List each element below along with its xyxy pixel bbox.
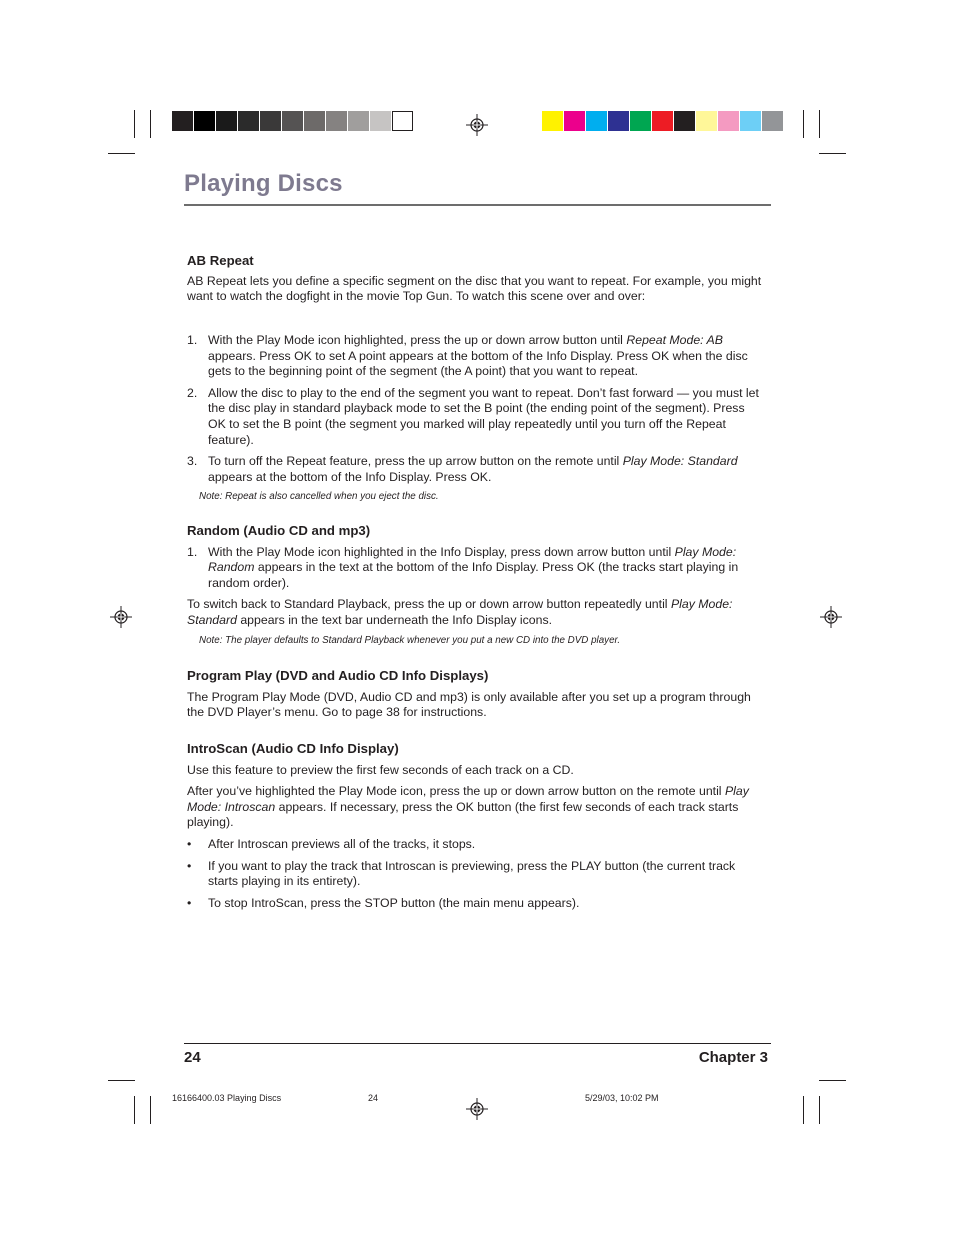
- crop-mark: [108, 153, 135, 154]
- crop-mark: [819, 1096, 820, 1124]
- color-swatch: [260, 111, 281, 131]
- color-swatch: [586, 111, 607, 131]
- bullet-item: [187, 837, 765, 853]
- paragraph-emphasis: Play Mode: Standard: [187, 597, 733, 627]
- step-text: With the Play Mode icon highlighted in the Info Display, press down arrow button until: [208, 544, 675, 559]
- bullet-item: [187, 896, 765, 912]
- color-swatch: [282, 111, 303, 131]
- list-number: 3.: [187, 454, 198, 469]
- section-heading: Random (Audio CD and mp3): [187, 523, 371, 538]
- page-title: Playing Discs: [184, 170, 343, 197]
- step-text: To turn off the Repeat feature, press the up arrow button on the remote until: [208, 454, 623, 469]
- step-emphasis: Repeat Mode: AB: [626, 333, 723, 347]
- color-swatch: [172, 111, 193, 131]
- slug-date: 5/29/03, 10:02 PM: [585, 1093, 659, 1103]
- color-swatch: [348, 111, 369, 131]
- crop-mark: [803, 1096, 804, 1124]
- crop-mark: [150, 110, 151, 138]
- registration-mark-icon: [466, 114, 488, 136]
- ab-repeat-steps: [187, 333, 765, 505]
- color-swatch: [652, 111, 673, 131]
- chapter-label: Chapter 3: [698, 1049, 768, 1066]
- color-swatch: [608, 111, 629, 131]
- list-number: 2.: [187, 385, 198, 400]
- crop-mark: [819, 110, 820, 138]
- step-text: Allow the disc to play to the end of the segment you want to repeat. Don’t fast forward — you must let the disc play in standard playback mode to set the B point (the ending point of the segment). Press OK to set the B point (the segment you marked will play repeatedly until you turn off the Repeat feature).: [208, 385, 759, 447]
- section-heading: Program Play (DVD and Audio CD Info Displays): [187, 668, 489, 683]
- color-swatch: [674, 111, 695, 131]
- color-swatch: [630, 111, 651, 131]
- list-item: [187, 386, 765, 448]
- section-heading: AB Repeat: [187, 253, 254, 268]
- color-swatch: [194, 111, 215, 131]
- crop-mark: [134, 110, 135, 138]
- registration-mark-icon: [820, 606, 842, 628]
- bullet-text: To stop IntroScan, press the STOP button (the main menu appears).: [208, 895, 580, 910]
- crop-mark: [150, 1096, 151, 1124]
- program-play-section: [187, 668, 765, 721]
- step-text: With the Play Mode icon highlighted, press the up or down arrow button until: [208, 333, 627, 347]
- color-swatch: [370, 111, 391, 131]
- list-number: 1.: [187, 544, 198, 559]
- bullet-text: If you want to play the track that Introscan is previewing, press the PLAY button (the current track starts playing in its entirety).: [208, 858, 736, 889]
- slug-page: 24: [368, 1093, 379, 1103]
- paragraph-text: To switch back to Standard Playback, press the up or down arrow button repeatedly until: [187, 597, 671, 612]
- bullet-icon: •: [187, 895, 192, 910]
- color-swatch: [304, 111, 325, 131]
- page-number: 24: [184, 1049, 201, 1066]
- color-swatch: [326, 111, 347, 131]
- paragraph: [187, 784, 765, 831]
- color-swatch: [564, 111, 585, 131]
- registration-mark-icon: [466, 1098, 488, 1120]
- section-heading: IntroScan (Audio CD Info Display): [187, 741, 399, 756]
- list-number: 1.: [187, 333, 198, 347]
- ab-repeat-section: [187, 253, 765, 305]
- crop-mark: [803, 110, 804, 138]
- slug-filename: 16166400.03 Playing Discs: [172, 1093, 282, 1103]
- paragraph: The Program Play Mode (DVD, Audio CD and mp3) is only available after you set up a program through the DVD Player’s menu. Go to page 38 for instructions.: [187, 689, 751, 720]
- step-text: appears. Press OK to set A point appears at the bottom of the Info Display. Press OK when the disc gets to the beginning point of the segment (the A point) that you want to repeat.: [208, 348, 748, 379]
- crop-mark: [134, 1096, 135, 1124]
- step-text: appears in the text at the bottom of the Info Display. Press OK (the tracks start playing in random order).: [208, 560, 739, 590]
- crop-mark: [819, 1080, 846, 1081]
- title-rule: [184, 204, 771, 206]
- step-emphasis: Play Mode: Random: [208, 544, 737, 575]
- note: Note: Repeat is also cancelled when you eject the disc.: [199, 491, 439, 503]
- paragraph-text: After you’ve highlighted the Play Mode icon, press the up or down arrow button on the remote until: [187, 784, 725, 799]
- step-text: appears at the bottom of the Info Display. Press OK.: [208, 469, 492, 484]
- registration-mark-icon: [110, 606, 132, 628]
- color-swatch: [762, 111, 783, 131]
- color-swatch: [740, 111, 761, 131]
- list-item: [187, 333, 765, 380]
- list-item: [187, 454, 765, 485]
- paragraph: Use this feature to preview the first few seconds of each track on a CD.: [187, 762, 574, 777]
- paragraph: AB Repeat lets you define a specific segment on the disc that you want to repeat. For example, you might want to watch the dogfight in the movie Top Gun. To watch this scene over and over:: [187, 273, 762, 304]
- note: Note: The player defaults to Standard Playback whenever you put a new CD into the DVD player.: [199, 634, 621, 646]
- bullet-icon: •: [187, 836, 192, 851]
- paragraph-emphasis: Play Mode: Introscan: [187, 784, 749, 814]
- bullet-item: [187, 859, 765, 890]
- color-swatch: [238, 111, 259, 131]
- color-swatch: [216, 111, 237, 131]
- color-swatch: [392, 111, 413, 131]
- paragraph: [187, 597, 765, 628]
- crop-mark: [108, 1080, 135, 1081]
- crop-mark: [819, 153, 846, 154]
- color-swatch: [718, 111, 739, 131]
- bullet-icon: •: [187, 858, 192, 873]
- paragraph-text: appears. If necessary, press the OK button (the first few seconds of each track starts playing).: [187, 799, 739, 830]
- color-swatch: [542, 111, 563, 131]
- paragraph-text: appears in the text bar underneath the Info Display icons.: [236, 612, 553, 627]
- random-section: [187, 523, 765, 648]
- footer-rule: [184, 1043, 771, 1044]
- introscan-section: [187, 741, 765, 911]
- color-swatch: [696, 111, 717, 131]
- list-item: [187, 545, 765, 592]
- bullet-text: After Introscan previews all of the tracks, it stops.: [208, 836, 476, 851]
- step-emphasis: Play Mode: Standard: [622, 454, 738, 469]
